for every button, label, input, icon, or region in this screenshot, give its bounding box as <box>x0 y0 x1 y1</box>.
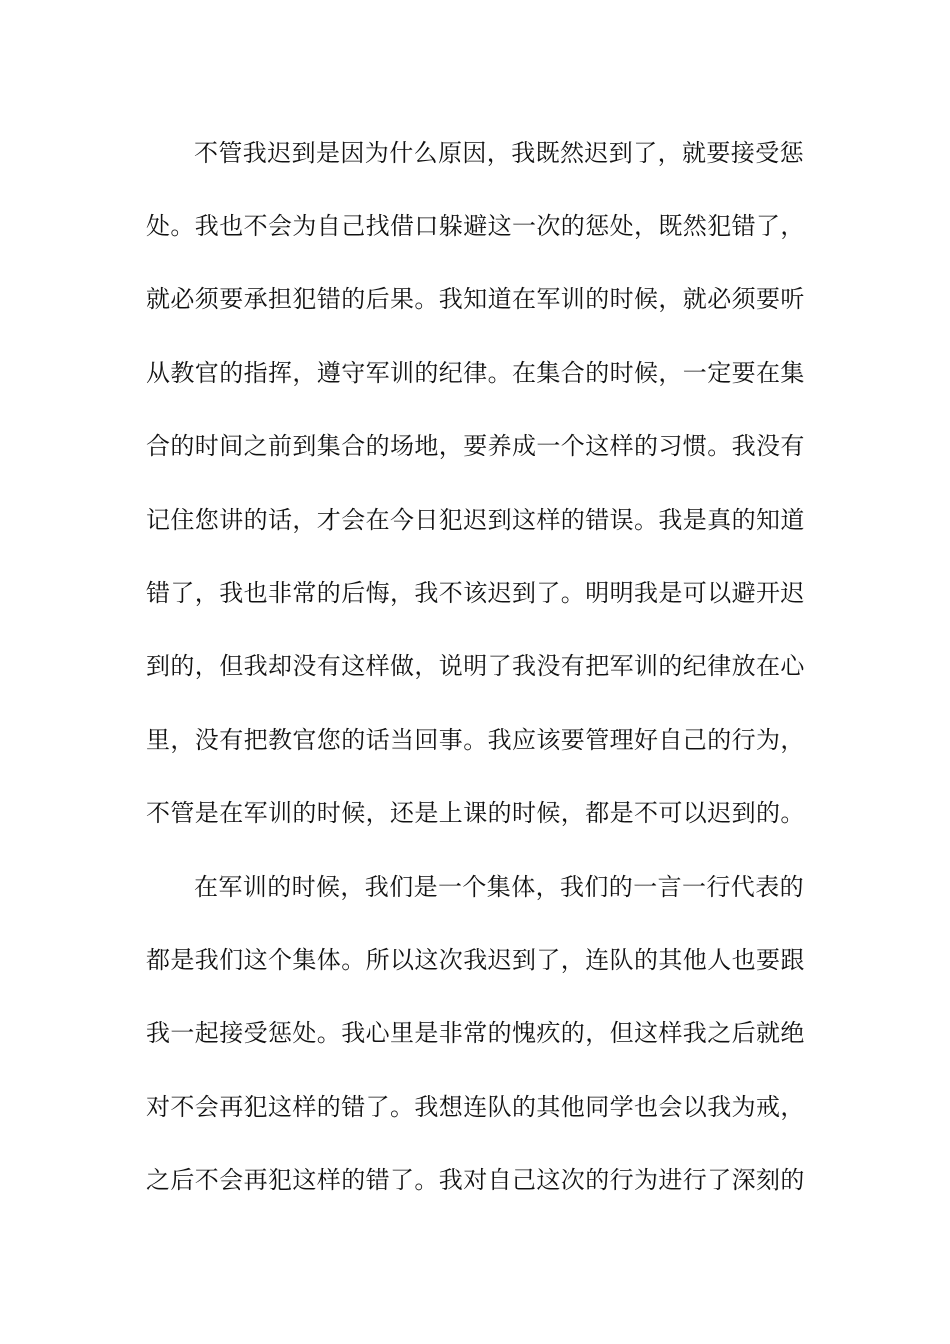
paragraph-2-line-5: 之后不会再犯这样的错了。我对自己这次的行为进行了深刻的 <box>146 1166 805 1194</box>
paragraph-1-line-4: 从教官的指挥，遵守军训的纪律。在集合的时候，一定要在集 <box>146 359 805 387</box>
paragraph-1-line-10: 不管是在军训的时候，还是上课的时候，都是不可以迟到的。 <box>146 799 805 827</box>
paragraph-2-line-4: 对不会再犯这样的错了。我想连队的其他同学也会以我为戒， <box>146 1093 805 1121</box>
paragraph-1-line-1: 不管我迟到是因为什么原因，我既然迟到了，就要接受惩 <box>194 139 804 167</box>
paragraph-1-line-2: 处。我也不会为自己找借口躲避这一次的惩处，既然犯错了， <box>146 212 805 240</box>
paragraph-1-line-6: 记住您讲的话，才会在今日犯迟到这样的错误。我是真的知道 <box>146 506 805 534</box>
paragraph-1-line-3: 就必须要承担犯错的后果。我知道在军训的时候，就必须要听 <box>146 285 805 313</box>
paragraph-1-line-7: 错了，我也非常的后悔，我不该迟到了。明明我是可以避开迟 <box>146 579 805 607</box>
paragraph-2-line-2: 都是我们这个集体。所以这次我迟到了，连队的其他人也要跟 <box>146 946 805 974</box>
paragraph-1-line-9: 里，没有把教官您的话当回事。我应该要管理好自己的行为， <box>146 726 805 754</box>
paragraph-2-line-1: 在军训的时候，我们是一个集体，我们的一言一行代表的 <box>194 873 804 901</box>
paragraph-1-line-8: 到的，但我却没有这样做，说明了我没有把军训的纪律放在心 <box>146 652 805 680</box>
paragraph-1-line-5: 合的时间之前到集合的场地，要养成一个这样的习惯。我没有 <box>146 432 805 460</box>
paragraph-2-line-3: 我一起接受惩处。我心里是非常的愧疚的，但这样我之后就绝 <box>146 1019 805 1047</box>
